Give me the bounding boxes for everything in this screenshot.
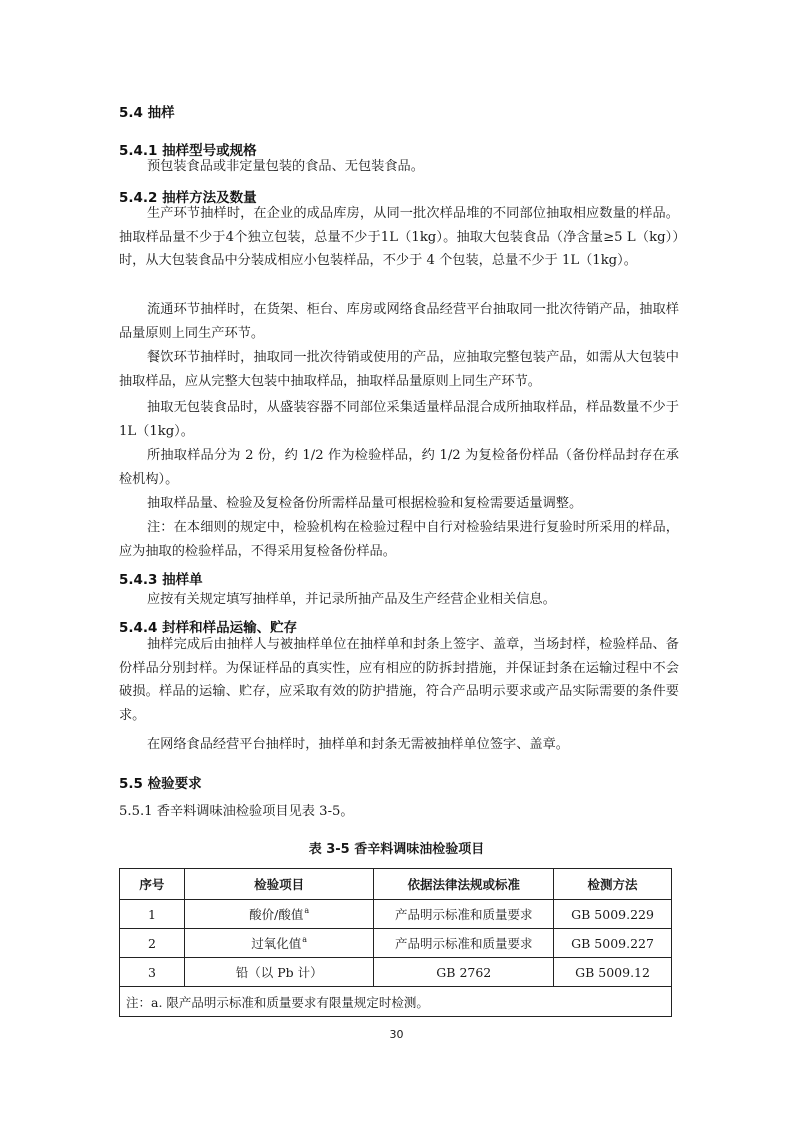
footnote-marker: a xyxy=(304,906,310,915)
cell-basis: 产品明示标准和质量要求 xyxy=(374,900,554,929)
paragraph-sample-adjust: 抽取样品量、检验及复检备份所需样品量可根据检验和复检需要适量调整。 xyxy=(147,496,583,511)
paragraph-online-sampling: 在网络食品经营平台抽样时，抽样单和封条无需被抽样单位签字、盖章。 xyxy=(147,737,569,752)
paragraph-sealing-transport: 抽样完成后由抽样人与被抽样单位在抽样单和封条上签字、盖章，当场封样，检验样品、备份样品分别封样。为保证样品的真实性，应有相应的防拆封措施，并保证封条在运输过程中不会破损。样品的运输、贮存，应采取有效的防护措施，符合产品明示要求或产品实际需要的条件要求。 xyxy=(119,637,679,723)
header-no: 序号 xyxy=(120,869,185,900)
table-note-row xyxy=(120,987,672,1017)
paragraph-production-sampling: 生产环节抽样时，在企业的成品库房，从同一批次样品堆的不同部位抽取相应数量的样品。抽取样品量不少于4个独立包装，总量不少于1L（1kg）。抽取大包装食品（净含量≥5 L（kg））时，从大包装食品中分装成相应小包装样品，不少于 4 个包装，总量不少于 1L（1kg）。 xyxy=(119,206,679,268)
paragraph-sampling-spec: 预包装食品或非定量包装的食品、无包装食品。 xyxy=(147,159,424,174)
paragraph-circulation-sampling: 流通环节抽样时，在货架、柜台、库房或网络食品经营平台抽取同一批次待销产品，抽取样品量原则上同生产环节。 xyxy=(119,302,679,341)
cell-basis: 产品明示标准和质量要求 xyxy=(374,929,554,958)
inspection-items-table xyxy=(119,868,672,1017)
paragraph-unpackaged-sampling: 抽取无包装食品时，从盛装容器不同部位采集适量样品混合成所抽取样品，样品数量不少于1L（1kg）。 xyxy=(119,400,679,439)
section-heading-5-4: 5.4 抽样 xyxy=(119,105,175,121)
cell-method: GB 5009.12 xyxy=(554,958,672,987)
header-basis: 依据法律法规或标准 xyxy=(374,869,554,900)
paragraph-note: 注：在本细则的规定中，检验机构在检验过程中自行对检验结果进行复验时所采用的样品，应为抽取的检验样品，不得采用复检备份样品。 xyxy=(119,520,679,559)
table-row xyxy=(120,900,672,929)
section-heading-5-4-1: 5.4.1 抽样型号或规格 xyxy=(119,143,257,159)
cell-basis: GB 2762 xyxy=(374,958,554,987)
cell-item xyxy=(184,900,374,929)
paragraph-sampling-form: 应按有关规定填写抽样单，并记录所抽产品及生产经营企业相关信息。 xyxy=(147,592,556,607)
table-caption: 表 3-5 香辛料调味油检验项目 xyxy=(308,842,485,857)
paragraph-5-5-1: 5.5.1 香辛料调味油检验项目见表 3-5。 xyxy=(119,804,354,819)
cell-method: GB 5009.227 xyxy=(554,929,672,958)
item-text: 酸价/酸值 xyxy=(249,907,304,922)
cell-no: 1 xyxy=(120,900,185,929)
section-heading-5-4-4: 5.4.4 封样和样品运输、贮存 xyxy=(119,620,298,636)
page-number: 30 xyxy=(389,1028,404,1041)
paragraph-catering-sampling: 餐饮环节抽样时，抽取同一批次待销或使用的产品，应抽取完整包装产品，如需从大包装中抽取样品，应从完整大包装中抽取样品，抽取样品量原则上同生产环节。 xyxy=(119,350,679,389)
paragraph-sample-split: 所抽取样品分为 2 份，约 1/2 作为检验样品，约 1/2 为复检备份样品（备份样品封存在承检机构）。 xyxy=(119,448,679,487)
cell-item xyxy=(184,929,374,958)
table-note: 注：a. 限产品明示标准和质量要求有限量规定时检测。 xyxy=(120,987,672,1017)
footnote-marker: a xyxy=(302,935,308,944)
header-item: 检验项目 xyxy=(184,869,374,900)
item-text: 过氧化值 xyxy=(251,936,302,951)
section-heading-5-4-3: 5.4.3 抽样单 xyxy=(119,572,203,588)
cell-method: GB 5009.229 xyxy=(554,900,672,929)
section-heading-5-5: 5.5 检验要求 xyxy=(119,776,202,792)
table-row xyxy=(120,929,672,958)
cell-item: 铅（以 Pb 计） xyxy=(184,958,374,987)
cell-no: 3 xyxy=(120,958,185,987)
table-row xyxy=(120,958,672,987)
section-heading-5-4-2: 5.4.2 抽样方法及数量 xyxy=(119,190,257,206)
table-header-row xyxy=(120,869,672,900)
cell-no: 2 xyxy=(120,929,185,958)
header-method: 检测方法 xyxy=(554,869,672,900)
